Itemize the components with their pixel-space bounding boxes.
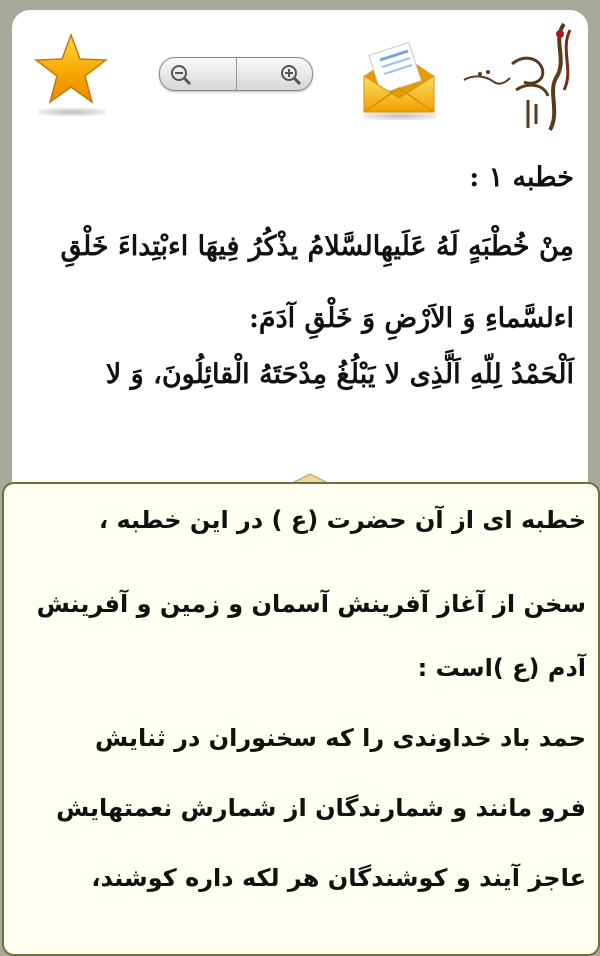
persian-line: آدم (ع )است : xyxy=(417,654,586,682)
persian-line: حمد باد خداوندی را که سخنوران در ثنایش xyxy=(95,724,586,752)
star-shadow xyxy=(38,108,106,116)
toolbar xyxy=(12,10,588,140)
persian-line: عاجز آیند و کوشندگان هر لکه داره کوشند، xyxy=(91,864,586,892)
zoom-out-icon xyxy=(170,64,192,86)
zoom-in-icon xyxy=(280,64,302,86)
arabic-line: اءلسَّماءِ وَ الاَرْضِ وَ خَلْقِ آدَمَ: xyxy=(248,303,574,334)
favorite-button[interactable] xyxy=(34,32,108,106)
mail-icon xyxy=(360,38,438,116)
arabic-line: اَلْحَمْدُ لِلّهِ اَلَّذِى لا يَبْلُغُ مِدْحَتَهُ الْقائِلُونَ، وَ لا xyxy=(105,359,574,390)
zoom-out-button[interactable] xyxy=(160,58,237,90)
persian-line: سخن از آغاز آفرینش آسمان و زمین و آفرینش xyxy=(36,590,586,618)
persian-translation-text xyxy=(16,502,586,944)
translation-panel[interactable] xyxy=(2,482,600,956)
mail-shadow xyxy=(364,112,436,120)
zoom-in-button[interactable] xyxy=(236,58,312,90)
arabic-line: مِنْ خُطْبَهٍ لَهُ عَلَيهِالسَّلامُ يذْكُرُ فِيهَا اءبْتِداءَ خَلْقِ xyxy=(60,231,574,262)
arabic-sermon-text xyxy=(18,158,574,426)
zoom-control xyxy=(159,57,313,91)
sermon-title: خطبه ۱ : xyxy=(469,162,574,193)
persian-line: خطبه ای از آن حضرت (ع ) در این خطبه ، xyxy=(99,506,586,534)
star-icon xyxy=(34,32,108,106)
share-mail-button[interactable] xyxy=(360,38,438,116)
arabic-text-panel xyxy=(12,10,588,490)
nahj-logo-icon xyxy=(452,20,580,136)
app-logo xyxy=(452,20,580,136)
persian-line: فرو مانند و شمارندگان از شمارش نعمتهایش xyxy=(56,794,586,822)
